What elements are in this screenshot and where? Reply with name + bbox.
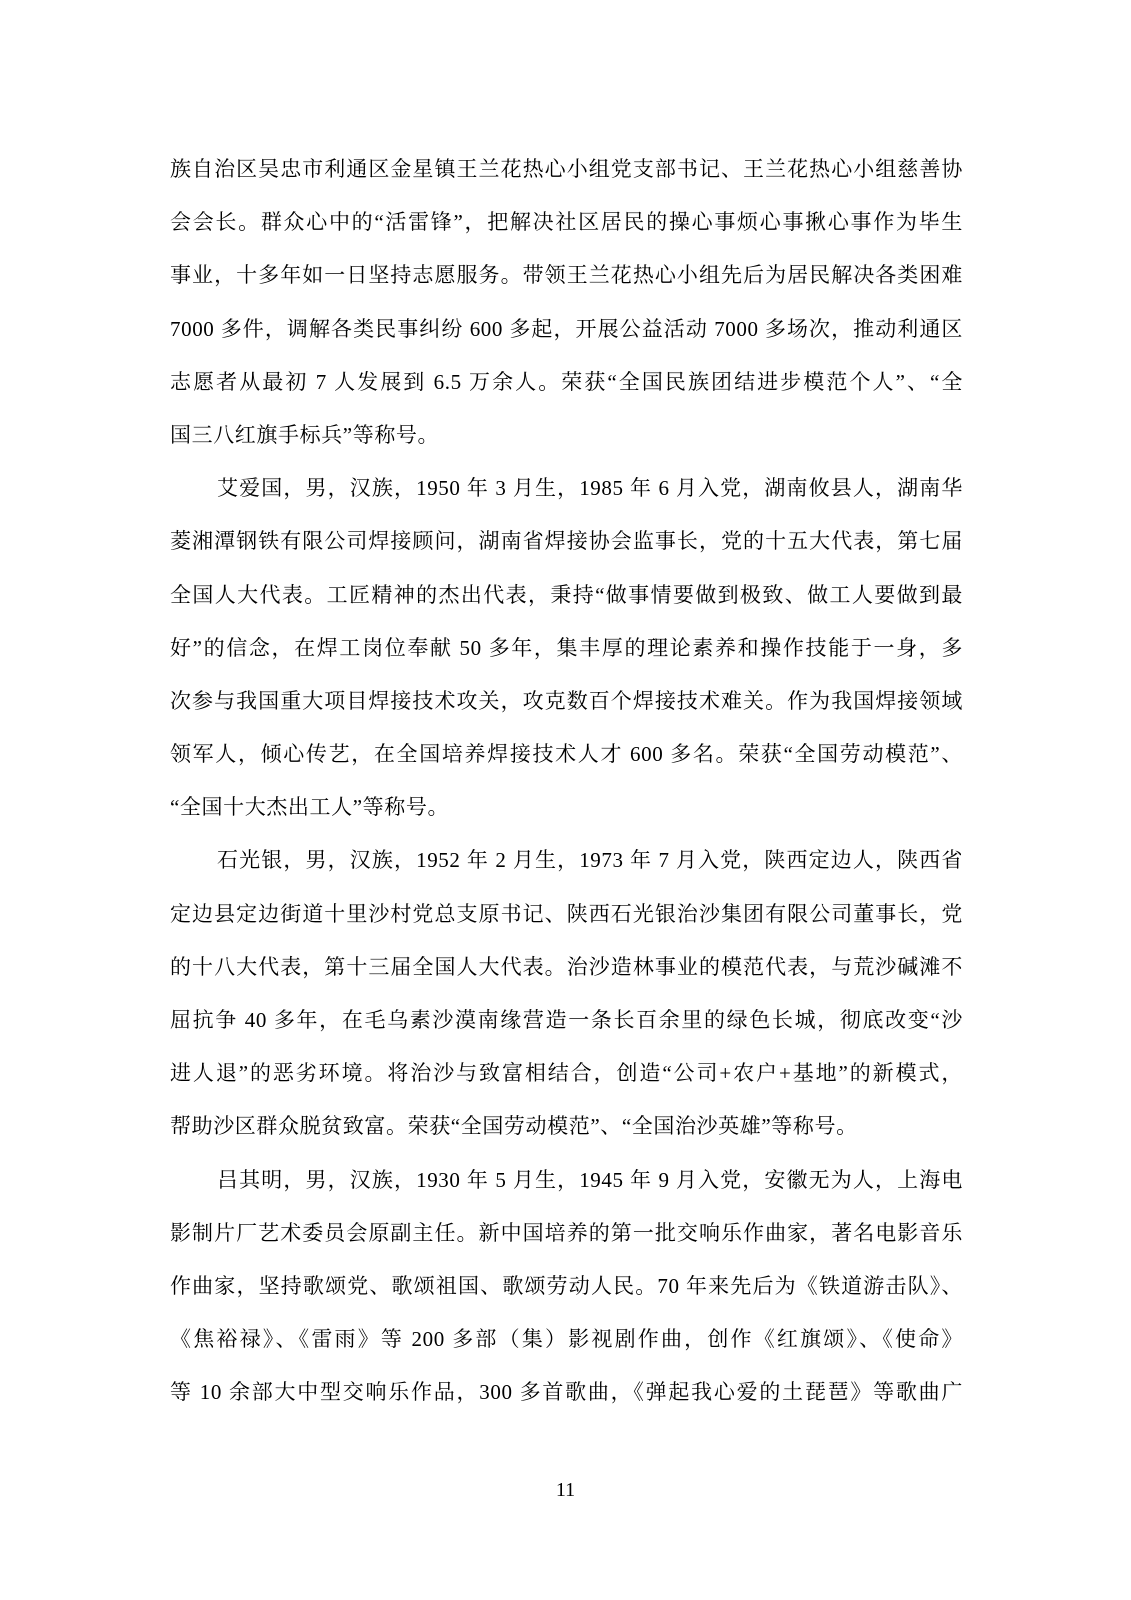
text-line: 领军人，倾心传艺，在全国培养焊接技术人才 600 多名。荣获“全国劳动模范”、	[170, 742, 963, 767]
text-line: 艾爱国，男，汉族，1950 年 3 月生，1985 年 6 月入党，湖南攸县人，湖南华	[217, 476, 963, 501]
text-line: 《焦裕禄》、《雷雨》等 200 多部（集）影视剧作曲，创作《红旗颂》、《使命》	[170, 1327, 963, 1352]
text-line: 会会长。群众心中的“活雷锋”，把解决社区居民的操心事烦心事揪心事作为毕生	[170, 210, 963, 235]
text-line: 菱湘潭钢铁有限公司焊接顾问，湖南省焊接协会监事长，党的十五大代表，第七届	[170, 529, 963, 554]
paragraph-lv-qiming	[170, 1154, 963, 1420]
text-line: 吕其明，男，汉族，1930 年 5 月生，1945 年 9 月入党，安徽无为人，上海电	[217, 1167, 963, 1192]
text-line: 作曲家，坚持歌颂党、歌颂祖国、歌颂劳动人民。70 年来先后为《铁道游击队》、	[170, 1273, 963, 1298]
page-number: 11	[555, 1479, 576, 1501]
text-line: “全国十大杰出工人”等称号。	[170, 795, 450, 820]
text-line: 影制片厂艺术委员会原副主任。新中国培养的第一批交响乐作曲家，著名电影音乐	[170, 1220, 963, 1245]
paragraph-shi-guangyin	[170, 834, 963, 1153]
text-line: 石光银，男，汉族，1952 年 2 月生，1973 年 7 月入党，陕西定边人，陕西省	[217, 848, 963, 873]
text-line: 进人退”的恶劣环境。将治沙与致富相结合，创造“公司+农户+基地”的新模式，	[170, 1061, 963, 1086]
text-line: 全国人大代表。工匠精神的杰出代表，秉持“做事情要做到极致、做工人要做到最	[170, 582, 963, 607]
document-body	[170, 143, 963, 1420]
text-line: 7000 多件，调解各类民事纠纷 600 多起，开展公益活动 7000 多场次，推动利通区	[170, 316, 963, 341]
text-line: 的十八大代表，第十三届全国人大代表。治沙造林事业的模范代表，与荒沙碱滩不	[170, 954, 963, 979]
text-line: 定边县定边街道十里沙村党总支原书记、陕西石光银治沙集团有限公司董事长，党	[170, 901, 963, 926]
paragraph-wang-lanhua-continued	[170, 143, 963, 462]
text-line: 志愿者从最初 7 人发展到 6.5 万余人。荣获“全国民族团结进步模范个人”、“全	[170, 369, 963, 394]
text-line: 国三八红旗手标兵”等称号。	[170, 422, 440, 447]
text-line: 族自治区吴忠市利通区金星镇王兰花热心小组党支部书记、王兰花热心小组慈善协	[170, 157, 963, 181]
text-line: 好”的信念，在焊工岗位奉献 50 多年，集丰厚的理论素养和操作技能于一身，多	[170, 635, 963, 660]
paragraph-ai-aiguo	[170, 462, 963, 834]
text-line: 次参与我国重大项目焊接技术攻关，攻克数百个焊接技术难关。作为我国焊接领域	[170, 688, 963, 713]
text-line: 等 10 余部大中型交响乐作品，300 多首歌曲，《弹起我心爱的土琵琶》等歌曲广	[170, 1380, 963, 1405]
text-line: 帮助沙区群众脱贫致富。荣获“全国劳动模范”、“全国治沙英雄”等称号。	[170, 1114, 858, 1139]
text-line: 事业，十多年如一日坚持志愿服务。带领王兰花热心小组先后为居民解决各类困难	[170, 263, 963, 288]
text-line: 屈抗争 40 多年，在毛乌素沙漠南缘营造一条长百余里的绿色长城，彻底改变“沙	[170, 1008, 963, 1032]
